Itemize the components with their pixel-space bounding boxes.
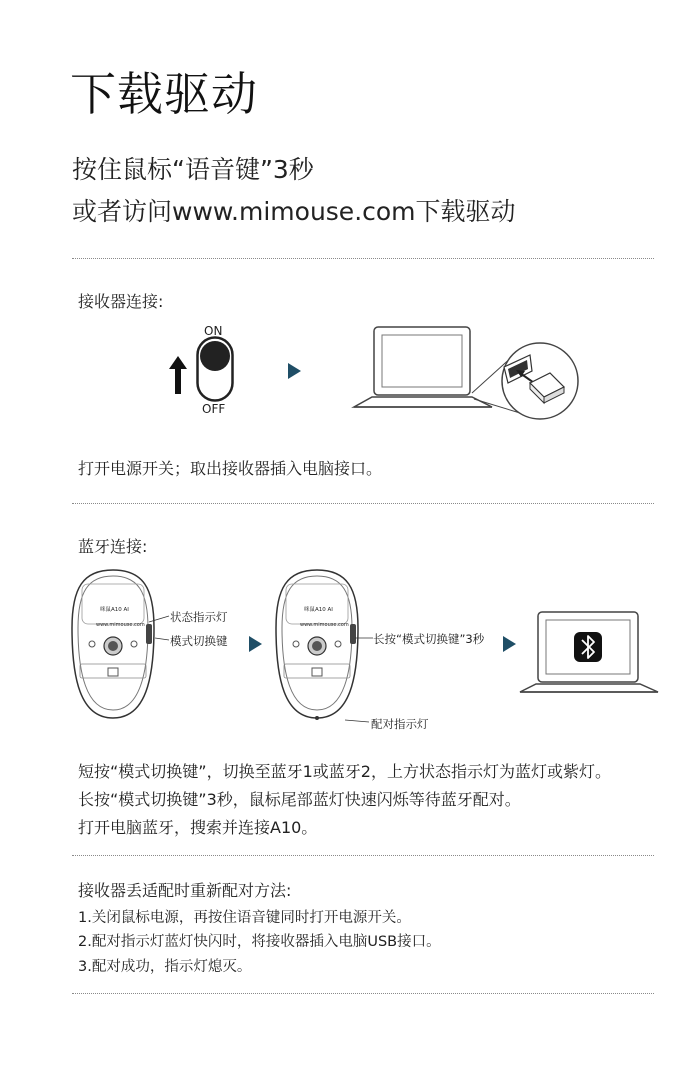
mouse-url-text: www.mimouse.com	[300, 622, 349, 628]
long-press-label: 长按“模式切换键”3秒	[373, 632, 485, 646]
status-light-label: 状态指示灯	[170, 610, 228, 624]
laptop-receiver-illustration	[352, 325, 582, 425]
divider	[72, 855, 654, 856]
subtitle-line-1: 按住鼠标“语音键”3秒	[72, 155, 314, 184]
bluetooth-instruction: 打开电脑蓝牙，搜索并连接A10。	[78, 818, 318, 837]
receiver-caption: 打开电源开关；取出接收器插入电脑接口。	[78, 459, 383, 478]
rematch-step: 3.配对成功，指示灯熄灭。	[78, 959, 252, 975]
next-step-arrow-icon	[249, 636, 263, 652]
rematch-section-heading: 接收器丢适配时重新配对方法:	[78, 881, 292, 900]
mouse-brand-text: 咪鼠A10 AI	[100, 607, 129, 613]
switch-off-label: OFF	[202, 402, 226, 416]
rematch-step: 1.关闭鼠标电源，再按住语音键同时打开电源开关。	[78, 910, 411, 926]
bluetooth-instruction: 短按“模式切换键”，切换至蓝牙1或蓝牙2，上方状态指示灯为蓝灯或紫灯。	[78, 762, 611, 781]
divider	[72, 258, 654, 259]
power-switch-icon	[196, 336, 234, 402]
mode-key-label: 模式切换键	[170, 634, 228, 648]
next-step-arrow-icon	[288, 363, 302, 379]
up-arrow-icon	[168, 356, 188, 396]
bluetooth-instruction: 长按“模式切换键”3秒，鼠标尾部蓝灯快速闪烁等待蓝牙配对。	[78, 790, 521, 809]
pair-light-label: 配对指示灯	[371, 717, 429, 731]
page-title: 下载驱动	[70, 67, 258, 121]
subtitle-line-2: 或者访问www.mimouse.com下载驱动	[72, 197, 516, 226]
laptop-bluetooth-illustration	[518, 610, 660, 696]
mouse-url-text: www.mimouse.com	[96, 622, 145, 628]
switch-on-label: ON	[204, 324, 223, 338]
divider	[72, 503, 654, 504]
divider	[72, 993, 654, 994]
receiver-section-heading: 接收器连接:	[78, 292, 164, 311]
bluetooth-section-heading: 蓝牙连接:	[78, 537, 148, 556]
next-step-arrow-icon	[503, 636, 517, 652]
mouse-brand-text: 咪鼠A10 AI	[304, 607, 333, 613]
rematch-step: 2.配对指示灯蓝灯快闪时，将接收器插入电脑USB接口。	[78, 934, 441, 950]
